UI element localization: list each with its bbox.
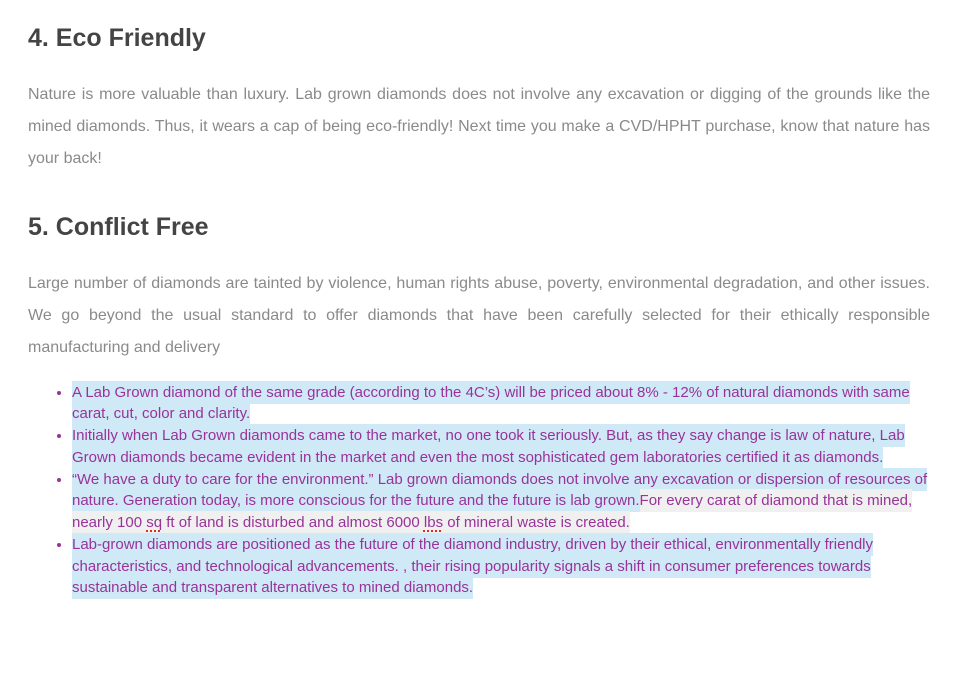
misspelled-word: lbs — [424, 511, 443, 534]
highlighted-text-segment: Lab-grown diamonds are positioned as the future of the diamond industry, driven by their ethical, environmentally friendly characteristics, and technological advancements. , their rising popularity signals a shift in consumer preferences towards sustainable and transparent alternatives to mined diamonds. — [72, 533, 873, 600]
list-item — [72, 534, 930, 599]
list-item — [72, 382, 930, 426]
list-item — [72, 469, 930, 534]
highlighted-text-segment: For every carat of diamond that is mined, nearly 100 — [72, 489, 912, 534]
highlighted-text-segment: A Lab Grown diamond of the same grade (according to the 4C’s) will be priced about 8% - 12% of natural diamonds with same carat, cut, color and clarity. — [72, 381, 910, 426]
eco-friendly-paragraph: Nature is more valuable than luxury. Lab grown diamonds does not involve any excavation or digging of the grounds like the mined diamonds. Thus, it wears a cap of being eco-friendly! Next time you make a CVD/HPHT purchase, know that nature has your back! — [28, 85, 930, 167]
section-heading-conflict-free: 5. Conflict Free — [28, 212, 209, 241]
highlighted-text-segment: “We have a duty to care for the environment.” Lab grown diamonds does not involve any excavation or dispersion of resources of nature. Generation today, is more conscious for the future and the future is lab grown. — [72, 468, 927, 513]
misspelled-word: sq — [146, 511, 162, 534]
highlighted-text-segment: Initially when Lab Grown diamonds came to the market, no one took it seriously. But, as they say change is law of nature, Lab Grown diamonds became evident in the market and even the most sophisticated gem laboratories certified it as diamonds. — [72, 424, 905, 469]
conflict-free-paragraph: Large number of diamonds are tainted by violence, human rights abuse, poverty, environmental degradation, and other issues. We go beyond the usual standard to offer diamonds that have been carefully selected for their ethically responsible manufacturing and delivery — [28, 274, 930, 356]
section-heading-eco-friendly: 4. Eco Friendly — [28, 24, 206, 52]
list-item — [72, 425, 930, 469]
highlighted-text-segment: of mineral waste is created. — [443, 511, 630, 534]
highlighted-bullet-list — [28, 382, 930, 600]
highlighted-text-segment: ft of land is disturbed and almost 6000 — [162, 511, 424, 534]
